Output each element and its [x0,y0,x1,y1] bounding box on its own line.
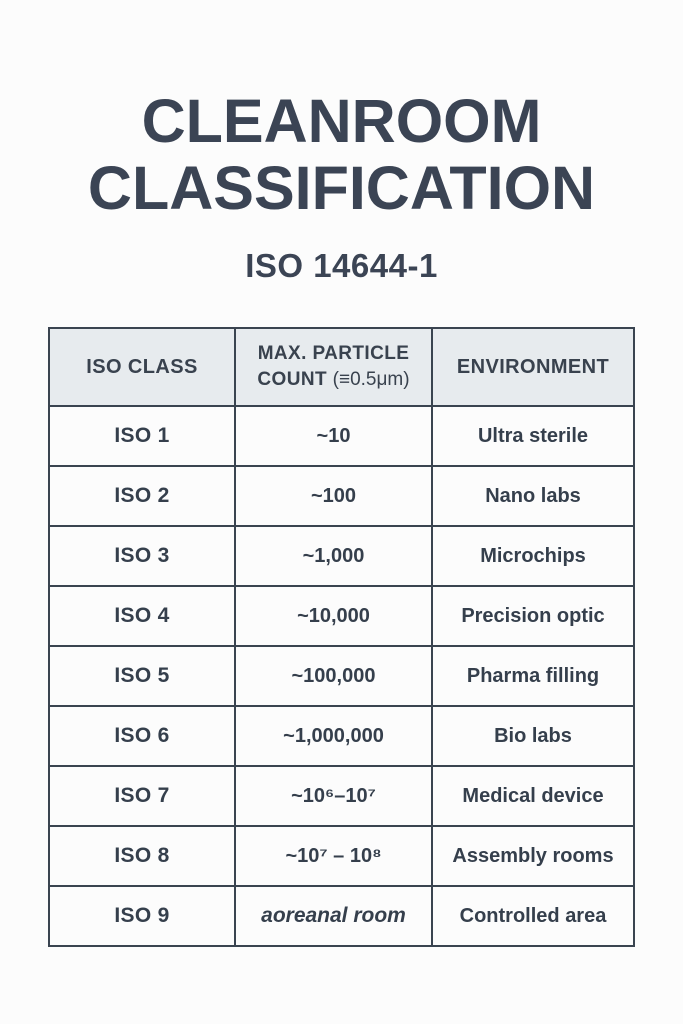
table-row [49,466,634,526]
iso-class-cell: ISO 7 [49,766,235,826]
table-row [49,406,634,466]
iso-class-cell: ISO 6 [49,706,235,766]
environment-cell: Ultra sterile [432,406,634,466]
particle-count-cell: ~1,000,000 [235,706,432,766]
table-row [49,706,634,766]
particle-count-cell: ~100,000 [235,646,432,706]
classification-table [48,327,635,947]
table-row [49,886,634,946]
page-subtitle: ISO 14644-1 [245,247,438,284]
iso-class-cell: ISO 8 [49,826,235,886]
environment-cell: Assembly rooms [432,826,634,886]
table-row [49,826,634,886]
particle-count-cell: ~100 [235,466,432,526]
iso-class-cell: ISO 9 [49,886,235,946]
table-header-row [49,328,634,406]
iso-class-cell: ISO 4 [49,586,235,646]
environment-cell: Pharma filling [432,646,634,706]
particle-count-cell: ~10⁷ – 10⁸ [235,826,432,886]
page-title [0,88,683,222]
particle-count-cell: ~10,000 [235,586,432,646]
iso-class-cell: ISO 2 [49,466,235,526]
iso-class-cell: ISO 5 [49,646,235,706]
header-environment: ENVIRONMENT [432,328,634,406]
header-particle-count-line2: COUNT (≡0.5μm) [257,369,410,390]
particle-count-cell: aoreanal room [235,886,432,946]
header-particle-size-threshold: (≡0.5μm) [332,369,410,390]
table-row [49,646,634,706]
page-title-line1: CLEANROOM [141,87,542,155]
environment-cell: Bio labs [432,706,634,766]
environment-cell: Controlled area [432,886,634,946]
environment-cell: Precision optic [432,586,634,646]
particle-count-cell: ~10⁶–10⁷ [235,766,432,826]
header-particle-count [235,328,432,406]
environment-cell: Nano labs [432,466,634,526]
header-particle-count-line1: MAX. PARTICLE [257,343,410,364]
table-row [49,586,634,646]
header-iso-class: ISO CLASS [49,328,235,406]
iso-class-cell: ISO 3 [49,526,235,586]
table-row [49,766,634,826]
iso-class-cell: ISO 1 [49,406,235,466]
environment-cell: Microchips [432,526,634,586]
particle-count-cell: ~1,000 [235,526,432,586]
page-title-line2: CLASSIFICATION [87,154,596,222]
particle-count-cell: ~10 [235,406,432,466]
table-row [49,526,634,586]
environment-cell: Medical device [432,766,634,826]
